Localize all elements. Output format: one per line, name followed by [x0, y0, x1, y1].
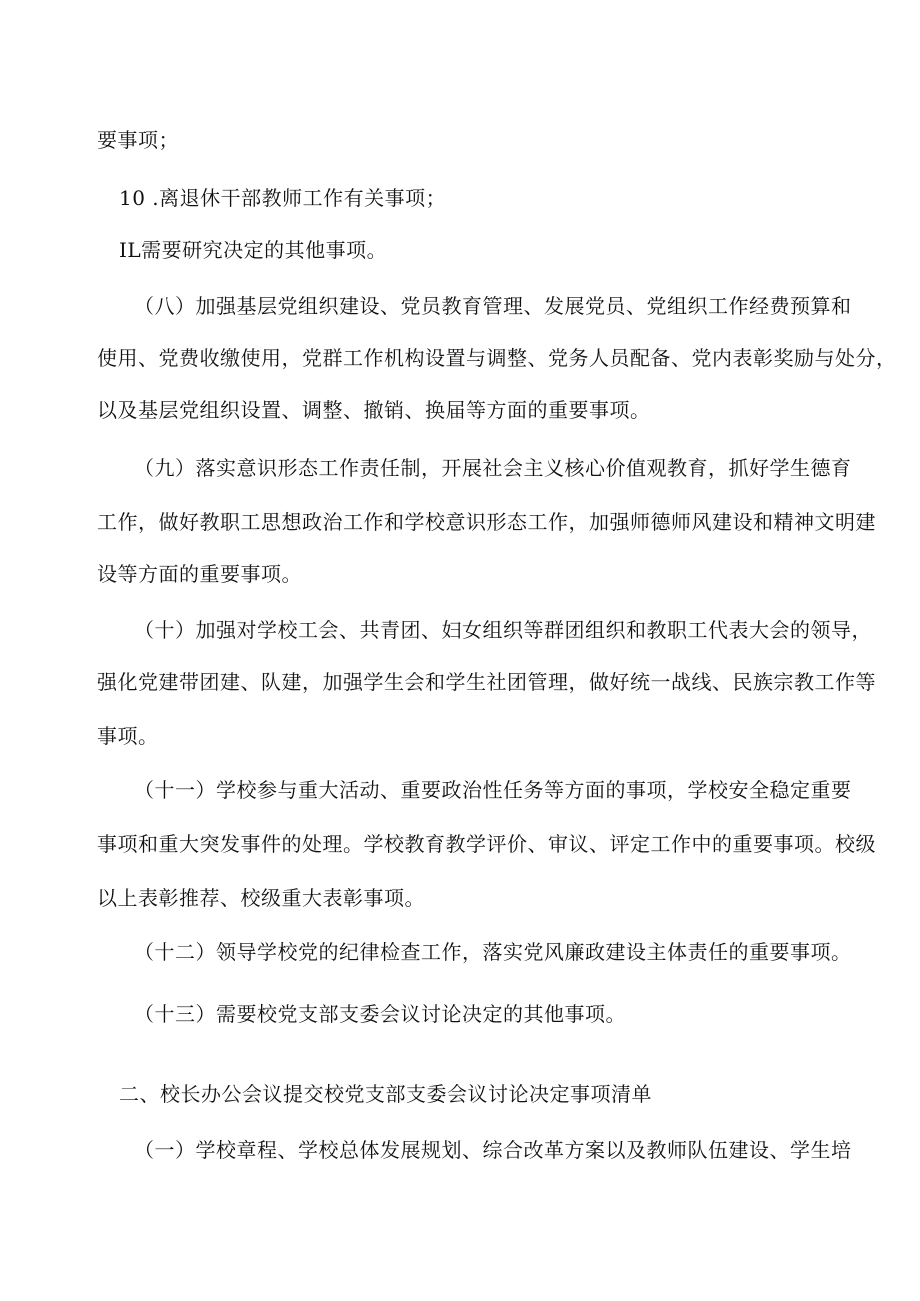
paragraph-8-line-1: （八）加强基层党组织建设、党员教育管理、发展党员、党组织工作经费预算和 [134, 294, 852, 318]
paragraph-11-line-3: 以上表彰推荐、校级重大表彰事项。 [97, 886, 425, 910]
paragraph-8-line-3: 以及基层党组织设置、调整、撤销、换届等方面的重要事项。 [97, 398, 651, 422]
paragraph-9-line-2: 工作，做好教职工思想政治工作和学校意识形态工作，加强师德师风建设和精神文明建 [97, 510, 876, 534]
paragraph-12-line-1: （十二）领导学校党的纪律检查工作，落实党风廉政建设主体责任的重要事项。 [134, 940, 852, 964]
paragraph-11-line-1: （十一）学校参与重大活动、重要政治性任务等方面的事项，学校安全稳定重要 [134, 778, 852, 802]
text-line-1: 要事项； [97, 128, 179, 152]
paragraph-13-line-1: （十三）需要校党支部支委会议讨论决定的其他事项。 [134, 1002, 626, 1026]
paragraph-11-line-2: 事项和重大突发事件的处理。学校教育教学评价、审议、评定工作中的重要事项。校级 [97, 832, 876, 856]
section-2-item-1-line-1: （一）学校章程、学校总体发展规划、综合改革方案以及教师队伍建设、学生培 [134, 1138, 852, 1162]
text-line-3: IL需要研究决定的其他事项。 [119, 238, 388, 262]
paragraph-10-line-2: 强化党建带团建、队建，加强学生会和学生社团管理，做好统一战线、民族宗教工作等 [97, 670, 876, 694]
paragraph-10-line-3: 事项。 [97, 724, 159, 748]
section-heading-2: 二、校长办公会议提交校党支部支委会议讨论决定事项清单 [119, 1082, 652, 1106]
paragraph-8-line-2: 使用、党费收缴使用，党群工作机构设置与调整、党务人员配备、党内表彰奖励与处分， [97, 346, 897, 370]
paragraph-9-line-1: （九）落实意识形态工作责任制，开展社会主义核心价值观教育，抓好学生德育 [134, 456, 852, 480]
text-line-2: 10 .离退休干部教师工作有关事项； [119, 186, 447, 210]
paragraph-10-line-1: （十）加强对学校工会、共青团、妇女组织等群团组织和教职工代表大会的领导， [134, 618, 872, 642]
paragraph-9-line-3: 设等方面的重要事项。 [97, 562, 302, 586]
